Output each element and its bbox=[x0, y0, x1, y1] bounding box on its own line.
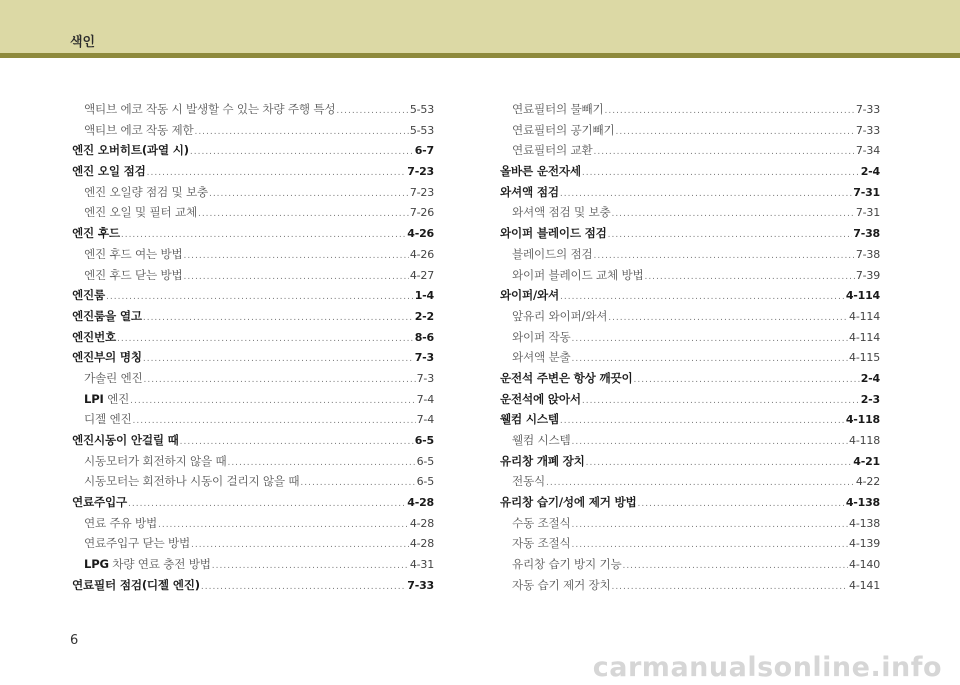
index-subentry bbox=[72, 533, 434, 554]
entry-page-ref: 1-4 bbox=[414, 289, 434, 303]
dot-leader bbox=[560, 287, 845, 306]
index-subentry bbox=[500, 265, 880, 286]
entry-page-ref: 7-33 bbox=[855, 103, 880, 116]
index-subentry bbox=[500, 533, 880, 554]
entry-page-ref: 6-5 bbox=[416, 454, 434, 468]
index-subentry bbox=[500, 244, 880, 265]
index-entry bbox=[72, 223, 434, 244]
entry-label: 액티브 에코 작동 시 발생할 수 있는 차량 주행 특성 bbox=[84, 102, 336, 116]
dot-leader bbox=[300, 473, 415, 492]
index-entry bbox=[500, 492, 880, 513]
dot-leader bbox=[560, 184, 852, 203]
entry-page-ref: 8-6 bbox=[414, 330, 434, 344]
entry-label-prefix: LPG bbox=[84, 557, 109, 572]
dot-leader bbox=[336, 101, 408, 120]
entry-label: 운전석에 앉아서 bbox=[500, 391, 581, 406]
entry-label: 와이퍼/와셔 bbox=[500, 288, 560, 303]
dot-leader bbox=[615, 122, 854, 141]
dot-leader bbox=[546, 473, 855, 492]
entry-label: 웰컴 시스템 bbox=[512, 433, 571, 447]
index-subentry bbox=[72, 513, 434, 534]
entry-page-ref: 6-5 bbox=[414, 434, 434, 447]
index-entry bbox=[72, 306, 434, 327]
entry-label: 와셔액 분출 bbox=[512, 350, 571, 365]
dot-leader bbox=[201, 577, 406, 596]
entry-label: 앞유리 와이퍼/와셔 bbox=[512, 308, 608, 323]
header-band bbox=[0, 0, 960, 53]
entry-page-ref: 2-3 bbox=[860, 392, 880, 406]
entry-label: 엔진부의 명칭 bbox=[72, 350, 142, 365]
entry-label-text: 차량 연료 충전 방법 bbox=[108, 557, 211, 572]
dot-leader bbox=[194, 122, 408, 141]
entry-page-ref: 7-4 bbox=[416, 392, 434, 406]
dot-leader bbox=[571, 535, 848, 554]
dot-leader bbox=[158, 515, 409, 534]
entry-page-ref: 4-118 bbox=[849, 434, 880, 447]
dot-leader bbox=[622, 556, 848, 575]
index-entry bbox=[500, 182, 880, 203]
dot-leader bbox=[212, 556, 409, 575]
entry-page-ref: 5-53 bbox=[409, 103, 434, 116]
dot-leader bbox=[106, 287, 414, 306]
entry-label: 엔진 오일 및 필터 교체 bbox=[84, 205, 197, 220]
dot-leader bbox=[608, 225, 853, 244]
index-entry bbox=[500, 368, 880, 389]
entry-label: 수동 조절식 bbox=[512, 515, 571, 530]
dot-leader bbox=[190, 142, 414, 161]
dot-leader bbox=[571, 515, 848, 534]
index-subentry bbox=[500, 513, 880, 534]
entry-label: 엔진 후드 bbox=[72, 226, 120, 241]
entry-page-ref: 4-114 bbox=[845, 289, 880, 303]
entry-page-ref: 6-5 bbox=[416, 475, 434, 489]
entry-label: 와이퍼 블레이드 교체 방법 bbox=[512, 267, 644, 282]
dot-leader bbox=[571, 432, 848, 451]
entry-label: 연료 주유 방법 bbox=[84, 515, 157, 530]
entry-label: 디젤 엔진 bbox=[84, 412, 132, 427]
dot-leader bbox=[180, 432, 414, 451]
index-subentry bbox=[72, 182, 434, 203]
entry-page-ref: 4-26 bbox=[409, 247, 434, 261]
index-entry bbox=[72, 347, 434, 368]
index-subentry bbox=[500, 202, 880, 223]
dot-leader bbox=[608, 308, 848, 327]
dot-leader bbox=[191, 535, 409, 554]
index-entry bbox=[500, 285, 880, 306]
index-subentry bbox=[500, 554, 880, 575]
index-subentry bbox=[72, 99, 434, 120]
entry-page-ref: 4-138 bbox=[849, 516, 880, 530]
dot-leader bbox=[130, 391, 416, 410]
entry-page-ref: 4-31 bbox=[409, 558, 434, 572]
index-subentry bbox=[500, 327, 880, 348]
dot-leader bbox=[183, 267, 408, 286]
entry-label: 엔진 후드 여는 방법 bbox=[84, 246, 183, 261]
entry-label: 와셔액 점검 및 보충 bbox=[512, 205, 611, 220]
index-entry bbox=[500, 161, 880, 182]
entry-page-ref: 4-115 bbox=[849, 351, 880, 365]
watermark: carmanualsonline.info bbox=[592, 652, 942, 683]
index-entry bbox=[500, 389, 880, 410]
index-subentry bbox=[500, 306, 880, 327]
dot-leader bbox=[183, 246, 408, 265]
index-subentry bbox=[500, 430, 880, 451]
entry-page-ref: 6-7 bbox=[414, 144, 434, 158]
dot-leader bbox=[586, 453, 853, 472]
entry-label bbox=[84, 554, 211, 575]
entry-label: 블레이드의 점검 bbox=[512, 246, 593, 261]
dot-leader bbox=[132, 411, 415, 430]
index-subentry bbox=[72, 265, 434, 286]
dot-leader bbox=[227, 453, 415, 472]
entry-page-ref: 2-4 bbox=[860, 371, 880, 385]
dot-leader bbox=[593, 246, 854, 265]
entry-label: 시동모터가 회전하지 않을 때 bbox=[84, 453, 227, 468]
entry-page-ref: 7-38 bbox=[853, 227, 880, 241]
index-subentry bbox=[500, 471, 880, 492]
dot-leader bbox=[143, 308, 414, 327]
index-entry bbox=[72, 492, 434, 513]
entry-label: 유리창 습기/성에 제거 방법 bbox=[500, 495, 637, 510]
index-entry bbox=[500, 451, 880, 472]
index-entry bbox=[72, 327, 434, 348]
index-subentry bbox=[500, 99, 880, 120]
entry-label: 엔진 오일량 점검 및 보충 bbox=[84, 184, 208, 199]
entry-label: 와이퍼 작동 bbox=[512, 329, 571, 344]
index-entry bbox=[500, 409, 880, 430]
entry-label: 시동모터는 회전하나 시동이 걸리지 않을 때 bbox=[84, 474, 300, 489]
header-divider bbox=[0, 53, 960, 58]
index-entry bbox=[72, 575, 434, 596]
entry-page-ref: 2-4 bbox=[860, 165, 880, 179]
entry-page-ref: 7-33 bbox=[407, 578, 434, 592]
entry-page-ref: 4-21 bbox=[853, 454, 880, 468]
dot-leader bbox=[571, 329, 848, 348]
dot-leader bbox=[117, 329, 414, 348]
index-subentry bbox=[72, 202, 434, 223]
entry-page-ref: 4-28 bbox=[407, 496, 434, 510]
dot-leader bbox=[143, 349, 414, 368]
index-subentry bbox=[72, 451, 434, 472]
index-entry bbox=[72, 430, 434, 451]
index-column-right bbox=[500, 99, 880, 596]
entry-page-ref: 7-34 bbox=[855, 144, 880, 158]
entry-label: 엔진룸을 열고 bbox=[72, 308, 142, 323]
entry-label: 유리창 개폐 장치 bbox=[500, 453, 585, 468]
dot-leader bbox=[209, 184, 409, 203]
index-subentry bbox=[72, 244, 434, 265]
entry-page-ref: 4-27 bbox=[409, 268, 434, 282]
index-subentry bbox=[500, 575, 880, 596]
entry-label: 연료필터의 물빼기 bbox=[512, 102, 604, 116]
entry-label: 엔진시동이 안걸릴 때 bbox=[72, 433, 179, 447]
dot-leader bbox=[560, 411, 845, 430]
entry-label: 와셔액 점검 bbox=[500, 184, 559, 199]
page-number: 6 bbox=[70, 633, 79, 648]
entry-label: 자동 습기 제거 장치 bbox=[512, 577, 611, 592]
dot-leader bbox=[644, 267, 854, 286]
entry-label: 연료필터의 교환 bbox=[512, 143, 593, 158]
entry-label: 유리창 습기 방지 기능 bbox=[512, 557, 622, 572]
index-entry bbox=[500, 223, 880, 244]
entry-label: 운전석 주변은 항상 깨끗이 bbox=[500, 370, 633, 385]
dot-leader bbox=[198, 204, 409, 223]
dot-leader bbox=[121, 225, 406, 244]
index-subentry bbox=[72, 471, 434, 492]
index-subentry bbox=[500, 120, 880, 141]
entry-page-ref: 7-39 bbox=[855, 268, 880, 282]
index-subentry bbox=[72, 368, 434, 389]
entry-label: 액티브 에코 작동 제한 bbox=[84, 122, 194, 137]
section-title: 색인 bbox=[70, 35, 96, 50]
dot-leader bbox=[611, 577, 848, 596]
entry-label: 자동 조절식 bbox=[512, 536, 571, 551]
dot-leader bbox=[582, 391, 860, 410]
dot-leader bbox=[128, 494, 406, 513]
index-entry bbox=[72, 285, 434, 306]
entry-label-prefix: LPI bbox=[84, 391, 104, 406]
entry-page-ref: 7-23 bbox=[407, 165, 434, 179]
entry-page-ref: 4-138 bbox=[845, 496, 880, 510]
index-subentry bbox=[72, 409, 434, 430]
entry-page-ref: 4-22 bbox=[855, 475, 880, 489]
dot-leader bbox=[593, 142, 854, 161]
index-entry bbox=[72, 140, 434, 161]
index-subentry bbox=[72, 554, 434, 575]
entry-label bbox=[84, 389, 129, 410]
entry-page-ref: 7-26 bbox=[409, 206, 434, 220]
entry-page-ref: 4-28 bbox=[409, 516, 434, 530]
entry-page-ref: 7-3 bbox=[414, 351, 434, 365]
entry-label: 전동식 bbox=[512, 474, 545, 489]
entry-page-ref: 4-118 bbox=[845, 413, 880, 427]
entry-label: 연료필터 점검(디젤 엔진) bbox=[72, 577, 200, 592]
entry-page-ref: 5-53 bbox=[409, 123, 434, 137]
index-subentry bbox=[500, 347, 880, 368]
dot-leader bbox=[604, 101, 854, 120]
dot-leader bbox=[571, 349, 848, 368]
entry-label: 가솔린 엔진 bbox=[84, 370, 143, 385]
dot-leader bbox=[143, 370, 415, 389]
entry-label: 올바른 운전자세 bbox=[500, 164, 581, 179]
index-subentry bbox=[500, 140, 880, 161]
entry-label-text: 엔진 bbox=[103, 391, 130, 406]
dot-leader bbox=[147, 163, 407, 182]
index-entry bbox=[72, 161, 434, 182]
index-subentry bbox=[72, 120, 434, 141]
entry-page-ref: 4-140 bbox=[849, 558, 880, 572]
entry-label: 엔진 후드 닫는 방법 bbox=[84, 267, 183, 282]
dot-leader bbox=[582, 163, 860, 182]
entry-page-ref: 4-114 bbox=[849, 309, 880, 323]
entry-page-ref: 4-141 bbox=[849, 578, 880, 592]
entry-page-ref: 7-38 bbox=[855, 247, 880, 261]
entry-page-ref: 4-139 bbox=[849, 537, 880, 551]
dot-leader bbox=[634, 370, 860, 389]
entry-label: 연료주입구 닫는 방법 bbox=[84, 536, 190, 551]
entry-page-ref: 4-28 bbox=[409, 537, 434, 551]
entry-page-ref: 7-31 bbox=[855, 206, 880, 220]
entry-label: 엔진룸 bbox=[72, 288, 105, 303]
entry-page-ref: 7-3 bbox=[416, 371, 434, 385]
entry-label: 엔진 오일 점검 bbox=[72, 164, 146, 179]
dot-leader bbox=[611, 204, 854, 223]
entry-page-ref: 7-33 bbox=[855, 123, 880, 137]
entry-label: 웰컴 시스템 bbox=[500, 412, 559, 427]
entry-page-ref: 7-4 bbox=[416, 413, 434, 427]
index-column-left bbox=[72, 99, 434, 596]
entry-page-ref: 2-2 bbox=[414, 309, 434, 323]
entry-label: 와이퍼 블레이드 점검 bbox=[500, 226, 607, 241]
entry-page-ref: 7-23 bbox=[409, 185, 434, 199]
entry-label: 연료필터의 공기빼기 bbox=[512, 122, 615, 137]
dot-leader bbox=[638, 494, 845, 513]
entry-page-ref: 4-114 bbox=[849, 330, 880, 344]
index-subentry bbox=[72, 389, 434, 410]
entry-label: 엔진번호 bbox=[72, 329, 116, 344]
entry-label: 엔진 오버히트(과열 시) bbox=[72, 143, 189, 158]
entry-page-ref: 7-31 bbox=[853, 185, 880, 199]
entry-page-ref: 4-26 bbox=[407, 227, 434, 241]
entry-label: 연료주입구 bbox=[72, 495, 127, 510]
